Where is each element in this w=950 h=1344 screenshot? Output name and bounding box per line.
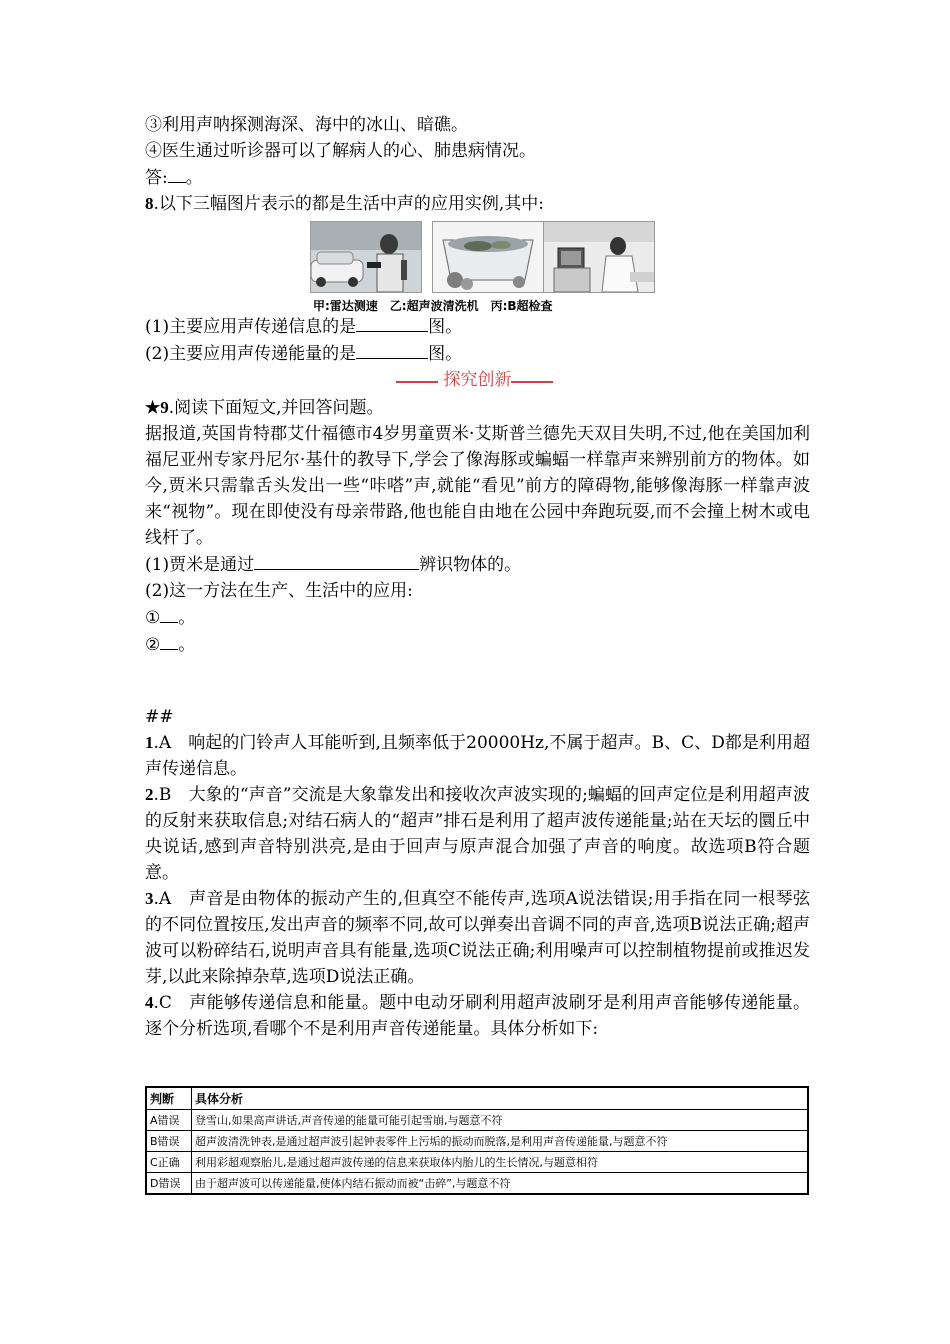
cell-detail: 超声波清洗钟表,是通过超声波引起钟表零件上污垢的振动而脱落,是利用声音传递能量,与题意不符: [192, 1131, 809, 1152]
heading-rule-left: [396, 381, 438, 383]
item-suffix: 。: [178, 635, 196, 655]
b-ultrasound-photo: [543, 221, 655, 293]
table-row: [146, 1152, 808, 1173]
question-number: ★9: [145, 398, 169, 417]
answer-number: 3: [145, 889, 154, 908]
question-text: .阅读下面短文,并回答问题。: [168, 398, 384, 418]
sub-question-suffix: 辨识物体的。: [419, 555, 522, 575]
item-marker: ②: [145, 635, 161, 655]
answer-4: [145, 990, 810, 1042]
question-text: .以下三幅图片表示的都是生活中声的应用实例,其中:: [153, 194, 545, 214]
section-title: 探究创新: [443, 370, 512, 390]
answer-prefix: 答:: [145, 168, 168, 188]
q9-sub1: [145, 551, 810, 578]
answer-text: .C 声能够传递信息和能量。题中电动牙刷利用超声波刷牙是利用声音能够传递能量。逐个分析选项,看哪个不是利用声音传递能量。具体分析如下:: [145, 993, 810, 1039]
answer-blank[interactable]: [356, 340, 428, 359]
heading-rule-right: [511, 381, 553, 383]
section-heading: [145, 367, 810, 395]
answer-number: 1: [145, 733, 154, 752]
reading-passage: 据报道,英国肯特郡艾什福德市4岁男童贾米·艾斯普兰德先天双目失明,不过,他在美国加利福尼亚州专家丹尼尔·基什的教导下,学会了像海豚或蝙蝠一样靠声来辨别前方的物体。如今,贾米只需靠舌头发出一些“咔嗒”声,就能“看见”前方的障碍物,能够像海豚一样靠声波来“视物”。现在即使没有母亲带路,他也能自由地在公园中奔跑玩耍,而不会撞上树木或电线杆了。: [145, 424, 810, 548]
figure-caption: 甲:雷达测速 乙:超声波清洗机 丙:B超检查: [313, 299, 553, 313]
answer-blank[interactable]: [254, 551, 419, 570]
header-detail: 具体分析: [192, 1087, 809, 1110]
table-header-row: [146, 1087, 808, 1110]
answer-2: [145, 782, 810, 886]
sub-question-suffix: 图。: [428, 317, 463, 337]
answer-text: .A 响起的门铃声人耳能听到,且频率低于20000Hz,不属于超声。B、C、D都是利用超声传递信息。: [145, 733, 810, 779]
q8-sub1: [145, 313, 810, 340]
sub-question-text: (1)贾米是通过: [145, 555, 255, 575]
q9-sub2: (2)这一方法在生产、生活中的应用:: [145, 581, 413, 601]
header-judge: 判断: [146, 1087, 192, 1110]
question-9: [145, 395, 810, 421]
ultrasonic-washer-photo: [432, 221, 544, 293]
cell-detail: 登雪山,如果高声讲话,声音传递的能量可能引起雪崩,与题意不符: [192, 1110, 809, 1131]
answer-marker: ##: [145, 707, 174, 727]
radar-photo: [310, 221, 422, 293]
q8-sub2: [145, 340, 810, 367]
answer-suffix: 。: [185, 168, 203, 188]
answer-blank[interactable]: [160, 631, 178, 650]
answer-3: [145, 886, 810, 990]
text-line: ④医生通过听诊器可以了解病人的心、肺患病情况。: [145, 141, 536, 161]
q9-item1: [145, 604, 810, 631]
answer-blank[interactable]: [160, 604, 178, 623]
answer-text: .A 声音是由物体的振动产生的,但真空不能传声,选项A说法错误;用手指在同一根琴弦的不同位置按压,发出声音的频率不同,故可以弹奏出音调不同的声音,选项B说法正确;超声波可以粉碎结石,说明声音具有能量,选项C说法正确;利用噪声可以控制植物提前或推迟发芽,以此来除掉杂草,选项D说法正确。: [145, 889, 810, 987]
table-row: [146, 1173, 808, 1195]
answer-blank[interactable]: [168, 164, 186, 183]
answer-text: .B 大象的“声音”交流是大象靠发出和接收次声波实现的;蝙蝠的回声定位是利用超声波的反射来获取信息;对结石病人的“超声”排石是利用了超声波传递能量;站在天坛的圜丘中央说话,感到声音特别洪亮,是由于回声与原声混合加强了声音的响度。故选项B符合题意。: [145, 785, 810, 883]
sub-question-text: (2)主要应用声传递能量的是: [145, 344, 357, 364]
sub-question-suffix: 图。: [428, 344, 463, 364]
table-row: [146, 1131, 808, 1152]
answer-blank[interactable]: [356, 313, 428, 332]
question-8: [145, 191, 810, 217]
answer-number: 4: [145, 993, 154, 1012]
item-marker: ①: [145, 608, 161, 628]
analysis-table: [145, 1086, 809, 1195]
answer-1: [145, 730, 810, 782]
sub-question-text: (1)主要应用声传递信息的是: [145, 317, 357, 337]
cell-judge: D错误: [146, 1173, 192, 1195]
cell-detail: 由于超声波可以传递能量,使体内结石振动而被“击碎”,与题意不符: [192, 1173, 809, 1195]
document-page: [145, 112, 810, 1042]
figure-strip: [145, 221, 810, 313]
question-number: 8: [145, 194, 154, 213]
item-suffix: 。: [178, 608, 196, 628]
cell-detail: 利用彩超观察胎儿,是通过超声波传递的信息来获取体内胎儿的生长情况,与题意相符: [192, 1152, 809, 1173]
answer-line: [145, 164, 810, 191]
table-row: [146, 1110, 808, 1131]
q9-item2: [145, 631, 810, 658]
cell-judge: A错误: [146, 1110, 192, 1131]
cell-judge: C正确: [146, 1152, 192, 1173]
text-line: ③利用声呐探测海深、海中的冰山、暗礁。: [145, 115, 468, 135]
cell-judge: B错误: [146, 1131, 192, 1152]
answer-number: 2: [145, 785, 154, 804]
